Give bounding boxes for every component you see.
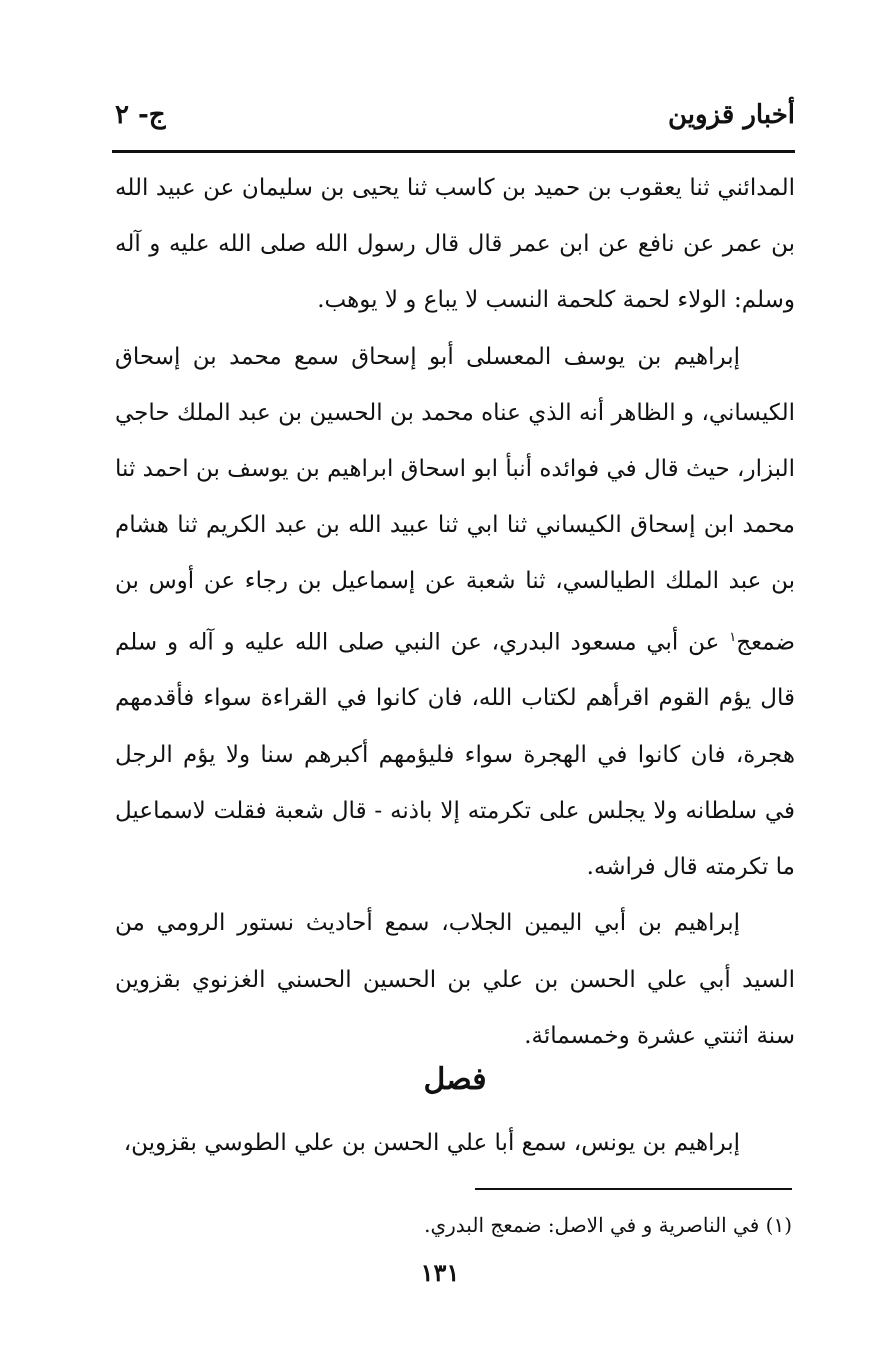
- volume-number: ج- ٢: [115, 100, 166, 130]
- main-text: [115, 160, 795, 1064]
- paragraph-text: عن أبي مسعود البدري، عن النبي صلى الله عليه و آله و سلم قال يؤم القوم اقرأهم لكتاب الله، فان كانوا في القراءة سواء فأقدمهم هجرة، فان كانوا في الهجرة سواء فليؤمهم أكبرهم سنا ولا يؤم الرجل في سلطانه ولا يجلس على تكرمته إلا باذنه - قال شعبة فقلت لاسماعيل ما تكرمته قال فراشه.: [115, 629, 795, 881]
- book-title: أخبار قزوين: [667, 100, 795, 130]
- footnote: (١) في الناصرية و في الاصل: ضمعج البدري.: [424, 1213, 792, 1237]
- paragraph: [115, 895, 795, 1064]
- paragraph-text: المدائني ثنا يعقوب بن حميد بن كاسب ثنا يحيى بن سليمان عن عبيد الله بن عمر عن نافع عن ابن عمر قال قال رسول الله صلى الله عليه و آله وسلم: الولاء لحمة كلحمة النسب لا يباع و لا يوهب.: [115, 175, 795, 314]
- paragraph-text: إبراهيم بن يوسف المعسلى أبو إسحاق سمع محمد بن إسحاق الكيساني، و الظاهر أنه الذي عناه محمد بن الحسين بن عبد الملك حاجي البزار، حيث قال في فوائده أنبأ ابو اسحاق ابراهيم بن يوسف بن احمد ثنا محمد ابن إسحاق الكيساني ثنا ابي ثنا عبيد الله بن عبد الكريم ثنا هشام بن عبد الملك الطيالسي، ثنا شعبة عن إسماعيل بن رجاء عن أوس بن ضمعج: [115, 343, 796, 656]
- page-number: ١٣١: [420, 1258, 460, 1287]
- paragraph: [115, 160, 795, 329]
- paragraph: إبراهيم بن يونس، سمع أبا علي الحسن بن علي الطوسي بقزوين،: [123, 1130, 740, 1156]
- footnote-marker: ١: [729, 629, 737, 645]
- header-rule: [112, 150, 795, 153]
- running-header: [115, 100, 795, 148]
- paragraph: [115, 329, 795, 896]
- section-heading: فصل: [423, 1062, 487, 1097]
- footnote-rule: [475, 1188, 792, 1190]
- paragraph-text: إبراهيم بن أبي اليمين الجلاب، سمع أحاديث نستور الرومي من السيد أبي علي الحسن بن علي بن الحسين الحسني الغزنوي بقزوين سنة اثنتي عشرة وخمسمائة.: [115, 910, 795, 1049]
